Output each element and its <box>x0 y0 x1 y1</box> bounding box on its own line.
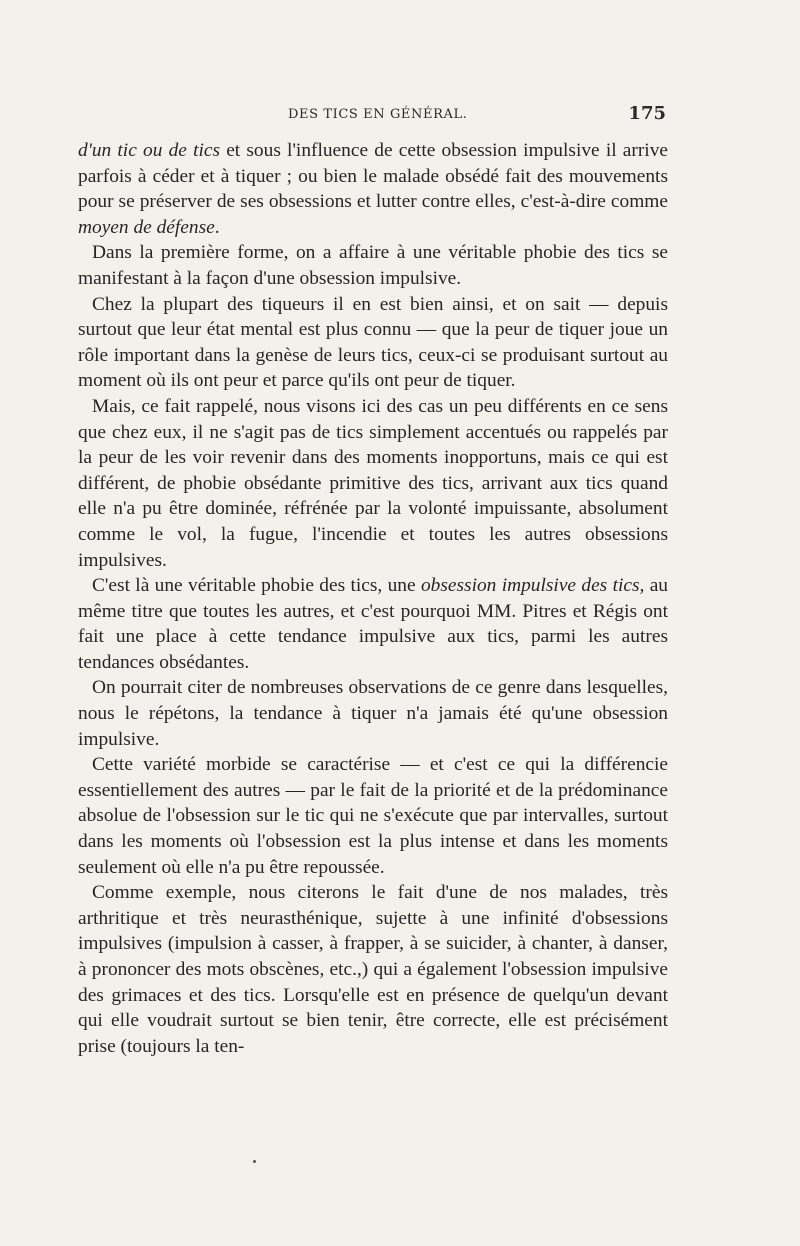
italic-phrase: moyen de défense <box>78 216 215 238</box>
italic-phrase: obsession impulsive des tics, <box>420 575 645 597</box>
body-text <box>78 138 668 1059</box>
paragraph-3: Chez la plupart des tiqueurs il en est bien ainsi, et on sait — depuis surtout que leur état mental est plus connu — que la peur de tiquer joue un rôle important dans la genèse de leurs tics, ceux-ci se produisant surtout au moment où ils ont peur et parce qu'ils ont peur de tiquer. <box>78 293 668 392</box>
italic-phrase: d'un tic ou de tics <box>78 140 220 161</box>
paragraph-text: C'est là une véritable phobie des tics, une <box>92 575 421 597</box>
paragraph-text: . <box>214 216 220 238</box>
running-header <box>78 103 666 129</box>
paragraph-text: et sous l'influence de cette obsession impulsive il arrive parfois à céder et à tiquer ; ou bien le malade obsédé fait des mouvements pour se préserver de ses obsessions et lutter contre elles, c'est-à-dire comme <box>78 140 668 213</box>
paragraph-4: Mais, ce fait rappelé, nous visons ici des cas un peu différents en ce sens que chez eux, il ne s'agit pas de tics simplement accentués ou rappelés par la peur de les voir revenir dans des moments inopportuns, mais ce qui est différent, de phobie obsédante primitive des tics, arrivant aux tics quand elle n'a pu être dominée, réfrénée par la volonté impuissante, absolument comme le vol, la fugue, l'incendie et toutes les autres obsessions impulsives. <box>78 395 668 571</box>
print-speck <box>253 1160 256 1163</box>
paragraph-1 <box>78 138 668 240</box>
paragraph-text: au même titre que toutes les autres, et c'est pourquoi MM. Pitres et Régis ont fait une place à cette tendance impulsive aux tics, parmi les autres tendances obsédantes. <box>78 575 668 673</box>
paragraph-7: Cette variété morbide se caractérise — et c'est ce qui la différencie essentiellement des autres — par le fait de la priorité et de la prédominance absolue de l'obsession sur le tic qui ne s'exécute que par intervalles, surtout dans les moments où l'obsession est la plus intense et dans les moments seulement où elle n'a pu être repoussée. <box>78 754 668 878</box>
running-title: DES TICS EN GÉNÉRAL. <box>288 107 468 122</box>
paragraph-2: Dans la première forme, on a affaire à une véritable phobie des tics se manifestant à la façon d'une obsession impulsive. <box>78 242 668 289</box>
paragraph-6: On pourrait citer de nombreuses observations de ce genre dans lesquelles, nous le répétons, la tendance à tiquer n'a jamais été qu'une obsession impulsive. <box>78 677 668 750</box>
page-number: 175 <box>628 103 666 124</box>
paragraph-8: Comme exemple, nous citerons le fait d'une de nos malades, très arthritique et très neurasthénique, sujette à une infinité d'obsessions impulsives (impulsion à casser, à frapper, à se suicider, à chanter, à danser, à prononcer des mots obscènes, etc.,) qui a également l'obsession impulsive des grimaces et des tics. Lorsqu'elle est en présence de quelqu'un devant qui elle voudrait surtout se bien tenir, être correcte, elle est précisément prise (toujours la ten- <box>78 882 668 1057</box>
paragraph-5 <box>78 573 668 675</box>
